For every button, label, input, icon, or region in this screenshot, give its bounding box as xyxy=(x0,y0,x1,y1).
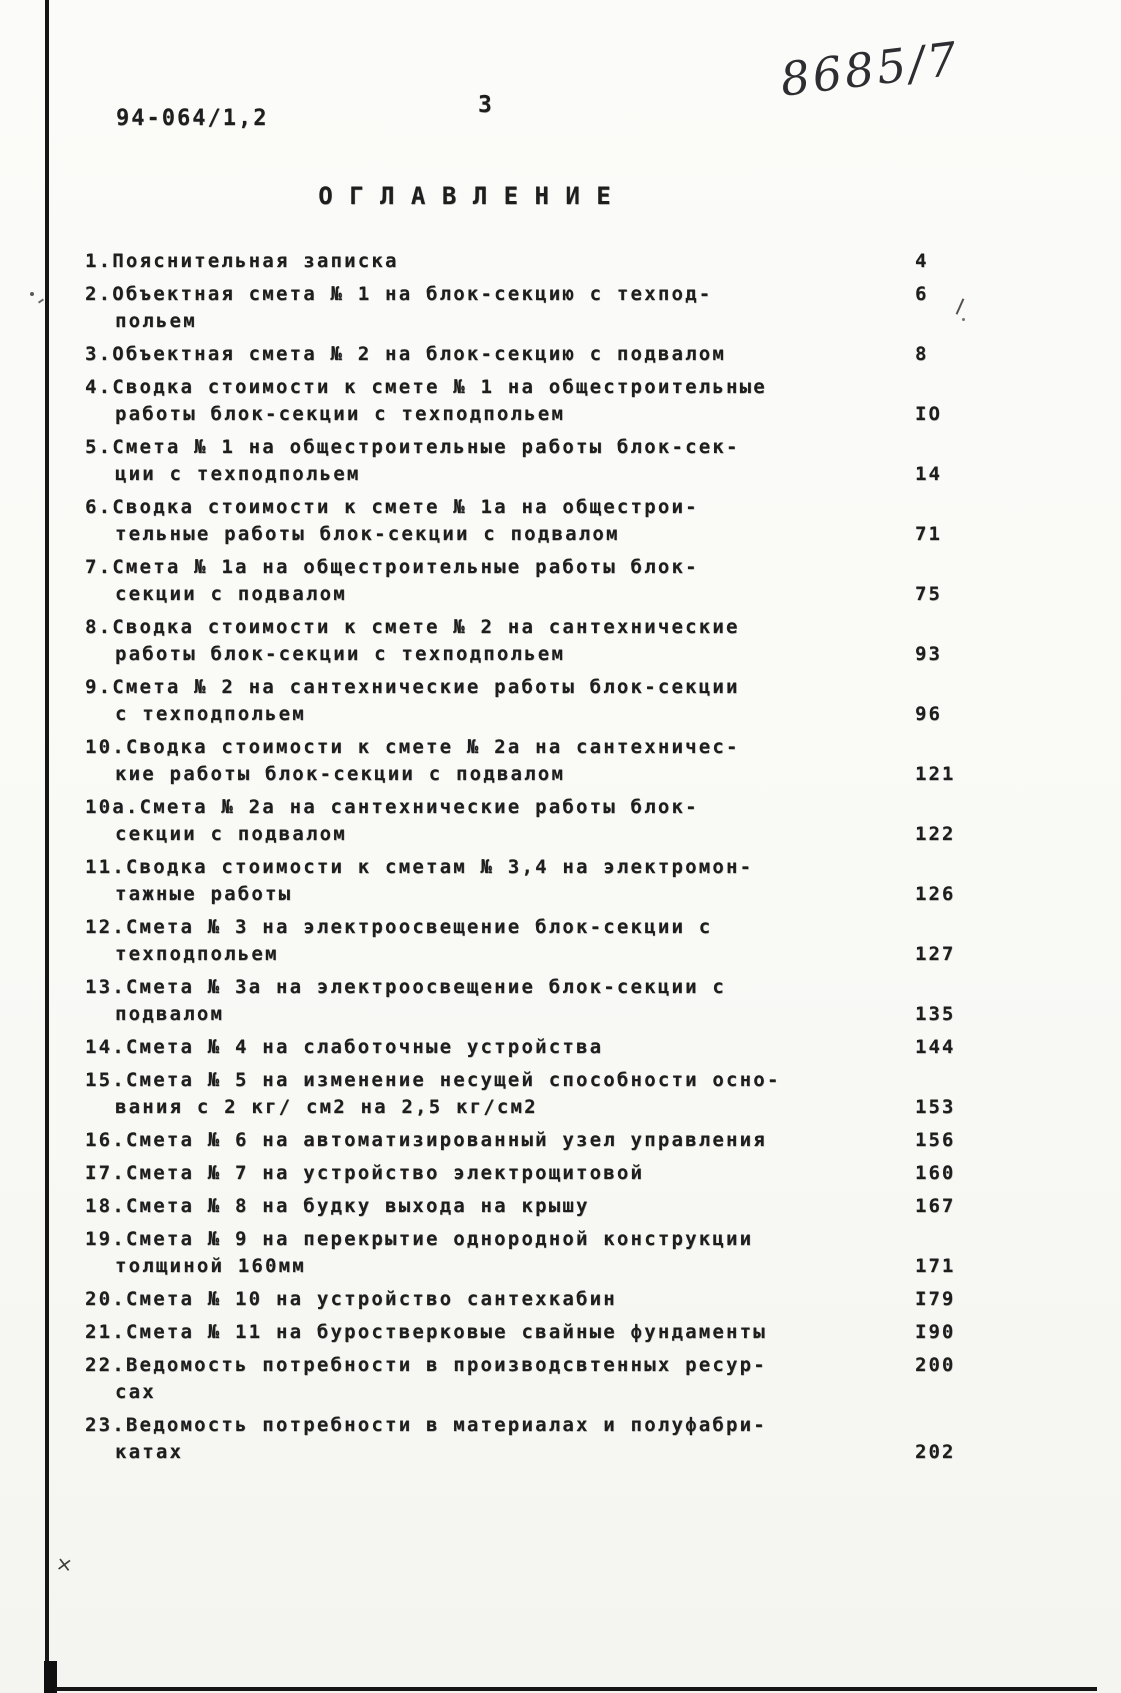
toc-item-page: 126 xyxy=(915,883,956,905)
toc-item-text xyxy=(85,1286,915,1313)
toc-item xyxy=(85,614,985,668)
toc-line: 11.Сводка стоимости к сметам № 3,4 на электромон- xyxy=(85,856,754,878)
toc-item-text xyxy=(85,434,915,488)
toc-item xyxy=(85,494,985,548)
toc-line: работы блок-секции с техподпольем xyxy=(115,643,566,665)
toc-item xyxy=(85,854,985,908)
toc-line: 10.Сводка стоимости к смете № 2а на сантехничес- xyxy=(85,736,740,758)
toc-item xyxy=(85,674,985,728)
toc-line: с техподпольем xyxy=(115,703,306,725)
toc-item xyxy=(85,554,985,608)
toc-item xyxy=(85,1319,985,1346)
toc-item-page: 6 xyxy=(915,283,929,305)
handwritten-note: 8685/7 xyxy=(777,31,963,107)
scan-speck xyxy=(38,298,44,303)
page-number: 3 xyxy=(478,92,492,118)
toc-item xyxy=(85,1226,985,1280)
toc-line: 13.Смета № 3а на электроосвещение блок-секции с xyxy=(85,976,727,998)
toc-line: кие работы блок-секции с подвалом xyxy=(115,763,566,785)
toc-line: 12.Смета № 3 на электроосвещение блок-секции с xyxy=(85,916,713,938)
toc-item-text xyxy=(85,1352,915,1406)
toc-item-page: 127 xyxy=(915,943,956,965)
toc-line: 22.Ведомость потребности в производсвтенных ресур- xyxy=(85,1354,767,1376)
toc-item-text xyxy=(85,1127,915,1154)
toc-item-page: 160 xyxy=(915,1162,956,1184)
toc-item-text xyxy=(85,374,915,428)
toc-line: тажные работы xyxy=(115,883,293,905)
toc-item-text xyxy=(85,974,915,1028)
toc-item-page: 96 xyxy=(915,703,942,725)
toc-item-page: 153 xyxy=(915,1096,956,1118)
toc-line: секции с подвалом xyxy=(115,823,347,845)
toc-item xyxy=(85,248,985,275)
toc-line: 14.Смета № 4 на слаботочные устройства xyxy=(85,1036,604,1058)
toc-line: 23.Ведомость потребности в материалах и полуфабри- xyxy=(85,1414,767,1436)
toc-line: секции с подвалом xyxy=(115,583,347,605)
scan-artifact-x-mark: × xyxy=(54,1550,75,1578)
toc-line: техподпольем xyxy=(115,943,279,965)
toc-item-text xyxy=(85,734,915,788)
toc-item xyxy=(85,974,985,1028)
toc-item xyxy=(85,341,985,368)
toc-item xyxy=(85,914,985,968)
toc-item-page: 135 xyxy=(915,1003,956,1025)
toc-item-page: IO xyxy=(915,403,942,425)
toc-item-page: I90 xyxy=(915,1321,956,1343)
toc-item-text xyxy=(85,1412,915,1466)
toc-line: катах xyxy=(115,1441,184,1463)
toc-line: 9.Смета № 2 на сантехнические работы блок-секции xyxy=(85,676,740,698)
toc-item-page: 200 xyxy=(915,1354,956,1376)
toc-item xyxy=(85,1352,985,1406)
toc-item-text xyxy=(85,1034,915,1061)
toc-item-page: 93 xyxy=(915,643,942,665)
toc-item-text xyxy=(85,1160,915,1187)
toc-item-text xyxy=(85,674,915,728)
toc-item-page: 8 xyxy=(915,343,929,365)
toc-item-text xyxy=(85,281,915,335)
toc-line: работы блок-секции с техподпольем xyxy=(115,403,566,425)
scan-artifact-left-edge xyxy=(45,0,49,1693)
toc-line: вания с 2 кг/ см2 на 2,5 кг/см2 xyxy=(115,1096,538,1118)
toc-item-text xyxy=(85,854,915,908)
page-title: О Г Л А В Л Е Н И Е xyxy=(318,182,612,210)
toc-item-page: I79 xyxy=(915,1288,956,1310)
toc-line: I7.Смета № 7 на устройство электрощитовой xyxy=(85,1162,645,1184)
toc-line: тельные работы блок-секции с подвалом xyxy=(115,523,620,545)
toc-item-page: 171 xyxy=(915,1255,956,1277)
toc-line: 4.Сводка стоимости к смете № 1 на общестроительные xyxy=(85,376,767,398)
toc-line: 1.Пояснительная записка xyxy=(85,250,399,272)
toc-item-text xyxy=(85,494,915,548)
toc-line: сах xyxy=(115,1381,156,1403)
scan-speck xyxy=(962,318,965,321)
toc-item xyxy=(85,1034,985,1061)
toc-item xyxy=(85,434,985,488)
toc-item-page: 144 xyxy=(915,1036,956,1058)
toc-item-page: 4 xyxy=(915,250,929,272)
toc-list xyxy=(85,248,985,1472)
doc-number: 94-064/1,2 xyxy=(116,106,269,131)
toc-line: 20.Смета № 10 на устройство сантехкабин xyxy=(85,1288,617,1310)
toc-line: 21.Смета № 11 на буростверковые свайные фундаменты xyxy=(85,1321,767,1343)
toc-item xyxy=(85,794,985,848)
toc-item xyxy=(85,1127,985,1154)
toc-item xyxy=(85,734,985,788)
toc-line: 2.Объектная смета № 1 на блок-секцию с техпод- xyxy=(85,283,713,305)
toc-line: толщиной 160мм xyxy=(115,1255,306,1277)
scan-speck xyxy=(30,292,34,296)
toc-item-text xyxy=(85,614,915,668)
toc-item-page: 167 xyxy=(915,1195,956,1217)
toc-item-page: 121 xyxy=(915,763,956,785)
scan-artifact-bottom-edge xyxy=(55,1687,1097,1691)
toc-line: ции с техподпольем xyxy=(115,463,361,485)
toc-item xyxy=(85,1412,985,1466)
toc-item-page: 122 xyxy=(915,823,956,845)
toc-item xyxy=(85,1193,985,1220)
toc-line: подвалом xyxy=(115,1003,225,1025)
toc-item-page: 156 xyxy=(915,1129,956,1151)
toc-item-page: 75 xyxy=(915,583,942,605)
toc-item-text xyxy=(85,554,915,608)
toc-item-text xyxy=(85,248,915,275)
toc-item-text xyxy=(85,794,915,848)
toc-line: 18.Смета № 8 на будку выхода на крышу xyxy=(85,1195,590,1217)
toc-item-page: 14 xyxy=(915,463,942,485)
toc-item xyxy=(85,281,985,335)
toc-item-text xyxy=(85,1193,915,1220)
toc-item xyxy=(85,1286,985,1313)
toc-item-page: 202 xyxy=(915,1441,956,1463)
toc-item-page: 71 xyxy=(915,523,942,545)
toc-line: 7.Смета № 1а на общестроительные работы блок- xyxy=(85,556,699,578)
toc-line: 3.Объектная смета № 2 на блок-секцию с подвалом xyxy=(85,343,727,365)
toc-item-text xyxy=(85,1319,915,1346)
toc-line: 10а.Смета № 2а на сантехнические работы блок- xyxy=(85,796,699,818)
toc-line: 6.Сводка стоимости к смете № 1а на общестрои- xyxy=(85,496,699,518)
toc-line: 19.Смета № 9 на перекрытие однородной конструкции xyxy=(85,1228,754,1250)
toc-item-text xyxy=(85,1067,915,1121)
toc-line: польем xyxy=(115,310,197,332)
toc-item xyxy=(85,1067,985,1121)
toc-item xyxy=(85,374,985,428)
toc-item xyxy=(85,1160,985,1187)
toc-line: 8.Сводка стоимости к смете № 2 на сантехнические xyxy=(85,616,740,638)
toc-line: 16.Смета № 6 на автоматизированный узел управления xyxy=(85,1129,767,1151)
toc-item-text xyxy=(85,914,915,968)
toc-line: 15.Смета № 5 на изменение несущей способности осно- xyxy=(85,1069,781,1091)
toc-line: 5.Смета № 1 на общестроительные работы блок-сек- xyxy=(85,436,740,458)
toc-item-text xyxy=(85,341,915,368)
toc-item-text xyxy=(85,1226,915,1280)
